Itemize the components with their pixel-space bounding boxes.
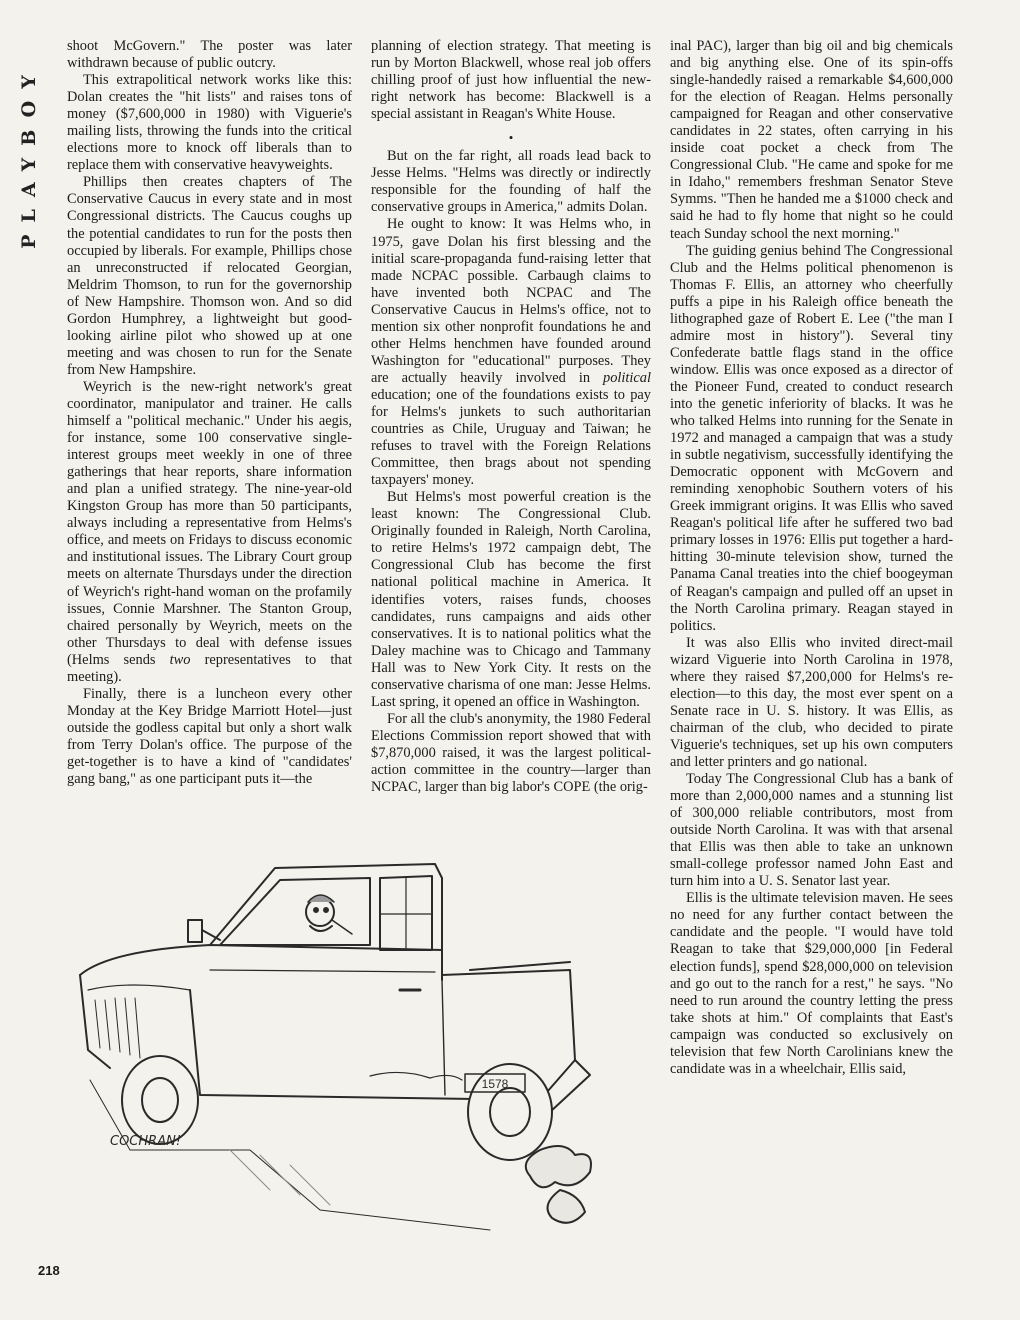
- playboy-logo-text: PLAYBOY: [18, 63, 40, 249]
- article-column-1: [67, 38, 352, 788]
- paragraph-text: education; one of the foundations exists to pay for Helms's junkets to such authoritarian countries as Chile, Uruguay and Taiwan; he refuses to travel with the Foreign Relations Committee, then brags about not spending taxpayers' money.: [371, 386, 651, 489]
- section-break-bullet: •: [508, 130, 514, 146]
- paragraph: inal PAC), larger than big oil and big chemicals and big anything else. One of its spin-offs single-handedly raised a remarkable $4,600,000 for the election of Reagan. Helms personally campaigned for Reagan and other conservative candidates in 22 states, often carrying in his inside coat pocket a check from The Congressional Club. "He came and spoke for me in Idaho," remembers freshman Senator Steve Symms. "Then he handed me a $1000 check and said he had to fly home that night so he could teach Sunday school the next morning.": [670, 38, 953, 242]
- paragraph: This extrapolitical network works like this: Dolan creates the "hit lists" and raises tons of money ($7,600,000 in 1980) with Viguerie's mailing lists, throwing the funds into the critical elections more to knock off liberals than to replace them with conservative heavyweights.: [67, 72, 352, 174]
- italic-word: two: [169, 651, 191, 668]
- paragraph: The guiding genius behind The Congressional Club and the Helms political phenomenon is Thomas F. Ellis, an attorney who cheerfully puffs a pipe in his Raleigh office beneath the lithographed gaze of Robert E. Lee ("the man I admire most in history"). Several tiny Confederate battle flags stand in the office window. Ellis was once exposed as a director of the Pioneer Fund, created to conduct research into the genetic inferiority of blacks. It was he who talked Helms into running for the Senate in 1972 and managed a campaign that was a study in subtle negativism, successfully identifying the Democratic opponent with McGovern and reminding xenophobic Southern voters of his Greek immigrant origins. It was Ellis who saved Reagan's political life after he suffered two bad primary losses in 1976: Ellis put together a hard-hitting 30-minute television show, turned the Panama Canal treaties into the chief boogeyman of Reagan's campaign and pulled off an upset in the North Carolina primary. Reagan stayed in politics.: [670, 242, 953, 634]
- article-column-3: [670, 38, 953, 1078]
- paragraph-text: representatives to that meeting).: [67, 651, 352, 685]
- paragraph: It was also Ellis who invited direct-mail wizard Viguerie into North Carolina in 1978, where they raised $7,200,000 for Helms's re-election—to this day, the most ever spent on a Senate race in U. S. history. It was Ellis, as chairman of the club, who decided to pirate Viguerie's techniques, set up his own computers and letter printers and go national.: [670, 634, 953, 770]
- paragraph: [67, 379, 352, 686]
- paragraph: Phillips then creates chapters of The Conservative Caucus in every state and in most Congressional districts. The Caucus coughs up the potential candidates to run for the posts then occupied by liberals. For example, Phillips chose an unreconstructed if relocated Georgian, Meldrim Thomson, to run for the governorship of New Hampshire. Thomson won. And so did Gordon Humphrey, a lightweight but good-looking airline pilot who showed up at one meeting and was chosen to run for the Senate from New Hampshire.: [67, 174, 352, 378]
- paragraph-text: Weyrich is the new-right network's great coordinator, manipulator and trainer. He calls himself a "political mechanic." Under his aegis, for instance, some 100 conservative single-interest groups meet weekly in one of three gatherings that hear reports, share information and plan a unified strategy. The nine-year-old Kingston Group has more than 50 participants, always including a representative from Helms's office, and meets on Fridays to discuss economic and institutional issues. The Library Court group meets on alternate Thursdays under the direction of Weyrich's right-hand woman on the profamily issues, Connie Marshner. The Stanton Group, chaired personally by Weyrich, meets on the other Thursdays to deal with defense issues (Helms sends: [67, 378, 352, 668]
- paragraph: But on the far right, all roads lead back to Jesse Helms. "Helms was directly or indirectly responsible for the founding of half the conservative groups in America," admits Dolan.: [371, 148, 651, 216]
- article-column-2: [371, 38, 651, 796]
- paragraph: Today The Congressional Club has a bank of more than 2,000,000 names and a stunning list of 300,000 reliable contributors, most from outside North Carolina. It was with that arsenal that Ellis was then able to take an unknown small-college professor named John East and turn him into a U. S. Senator last year.: [670, 771, 953, 890]
- playboy-logo: [12, 36, 46, 276]
- paragraph-text: He ought to know: It was Helms who, in 1975, gave Dolan his first blessing and the initial scare-propaganda fund-raising letter that made NCPAC possible. Carbaugh claims to have invented both NCPAC and The Conservative Caucus in Helms's office, not to mention six other nonprofit foundations he and other Helms henchmen have founded around Washington for "educational" purposes. They are actually heavily involved in: [371, 216, 651, 386]
- pickup-truck-cartoon: [70, 850, 610, 1250]
- paragraph: Finally, there is a luncheon every other Monday at the Key Bridge Marriott Hotel—just outside the godless capital but only a short walk from Terry Dolan's office. The purpose of the get-together is to have a kind of "candidates' gang bang," as one participant puts it—the: [67, 685, 352, 788]
- paragraph: shoot McGovern." The poster was later withdrawn because of public outcry.: [67, 38, 352, 72]
- cartoonist-signature: COCHRAN!: [110, 1134, 182, 1149]
- paragraph: [371, 216, 651, 489]
- page-number: 218: [38, 1263, 60, 1278]
- paragraph: planning of election strategy. That meeting is run by Morton Blackwell, whose real job offers chilling proof of just how influential the new-right network has become: Blackwell is a special assistant in Reagan's White House.: [371, 38, 651, 123]
- paragraph: Ellis is the ultimate television maven. He sees no need for any further contact between the candidate and the people. "I would have told Reagan to take that $29,000,000 [in Federal election funds], spend $28,000,000 on television and go out to the ranch for a rest," he says. "No need to run around the country letting the press take shots at him." Of complaints that East's campaign was conducted so exclusively on television that few North Carolinians knew the candidate was in a wheelchair, Ellis said,: [670, 890, 953, 1077]
- italic-word: political: [603, 369, 651, 386]
- paragraph: But Helms's most powerful creation is the least known: The Congressional Club. Originally founded in Raleigh, North Carolina, to retire Helms's 1972 campaign debt, The Congressional Club has become the first national political machine in America. It identifies voters, raises funds, chooses candidates, runs campaigns and aids other conservatives. It is to national politics what the Daley machine was to Chicago and Tammany Hall was to New York City. It rests on the conservative charisma of one man: Jesse Helms. Last spring, it opened an office in Washington.: [371, 489, 651, 710]
- paragraph: For all the club's anonymity, the 1980 Federal Elections Commission report showed that with $7,870,000 raised, it was the largest political-action committee in the country—larger than NCPAC, larger than big labor's COPE (the orig-: [371, 710, 651, 796]
- license-plate-text: 1578: [481, 1077, 509, 1091]
